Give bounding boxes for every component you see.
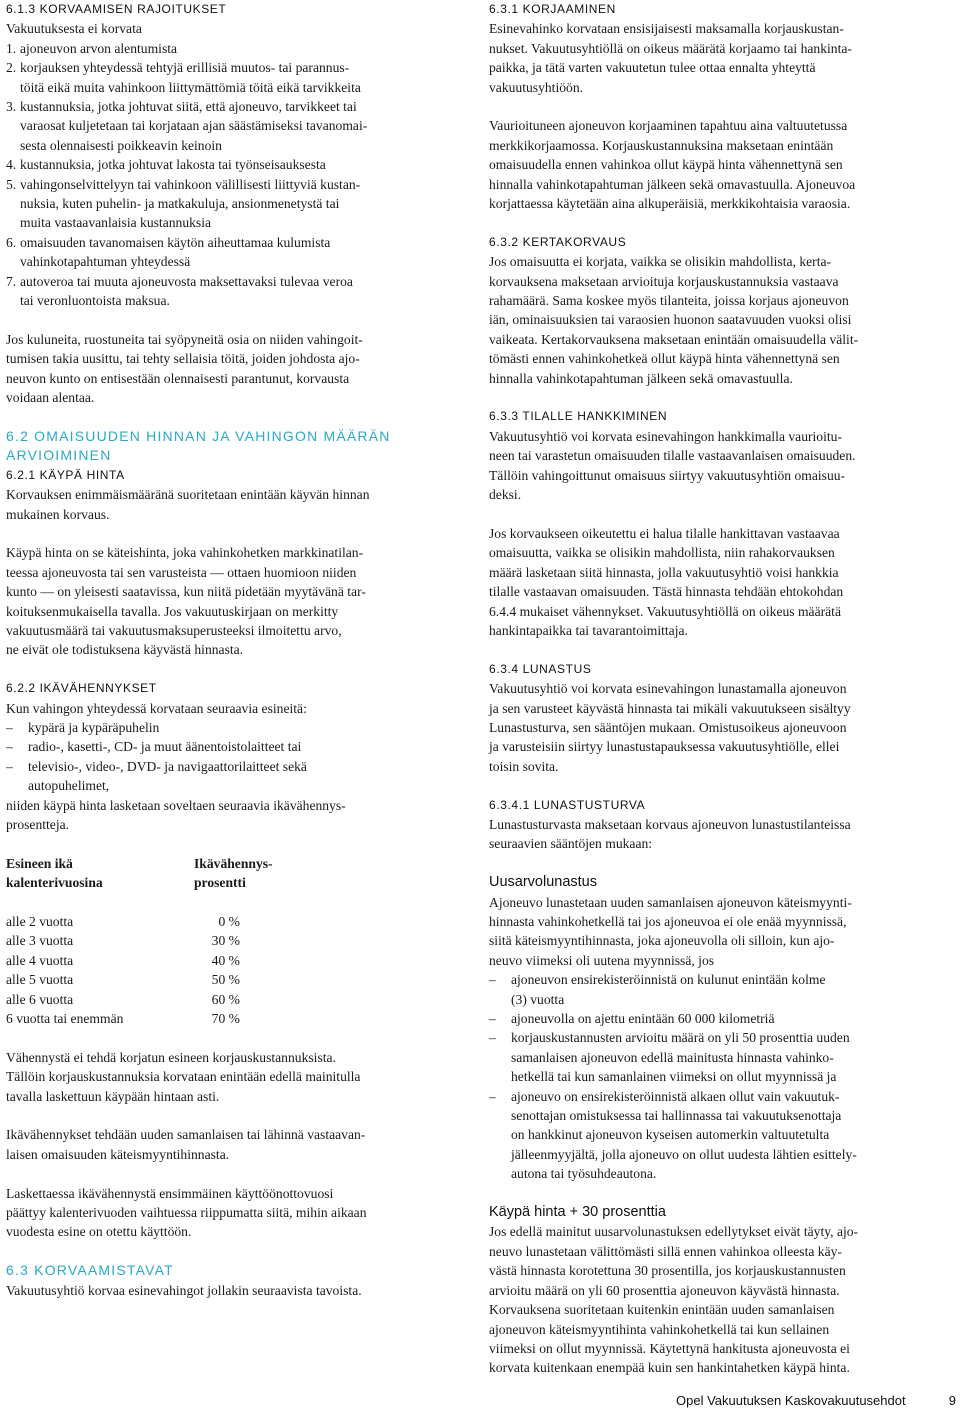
text-line: siitä käteismyyntihinnasta, joka ajoneuvolla oli silloin, kun ajo- (489, 933, 835, 949)
text-line: Tällöin korjauskustannuksia korvataan enintään edellä mainitulla (6, 1069, 361, 1085)
list-item (489, 1145, 931, 1164)
list-item-text: korjauskustannusten arvioitu määrä on yli 50 prosenttia uuden (511, 1030, 850, 1046)
list-item-text: muita vastaavanlaisia kustannuksia (20, 215, 212, 231)
table-body (6, 912, 446, 1028)
text-line: deksi. (489, 487, 522, 503)
text-line: tömästi ennen vahinkohetkeä ollut käypä hinta vähennettynä sen (489, 351, 840, 367)
list-item-text: nuksia, kuten puhelin- ja matkakuluja, ansionmenetystä tai (20, 196, 340, 212)
text-line: Korvauksena suoritetaan kuitenkin enintään uuden samanlaisen (489, 1302, 835, 1318)
list-item (6, 718, 446, 737)
section-heading-6-3-4-1: 6.3.4.1 LUNASTUSTURVA (489, 797, 646, 812)
text-line: tilalle vastaavan omaisuuden. Tästä hinnasta tehdään ehtokohdan (489, 584, 844, 600)
list-item-text: kustannuksia, jotka johtuvat siitä, että ajoneuvo, tarvikkeet tai (20, 99, 357, 115)
list-item (6, 136, 446, 155)
text-line: vaikeata. Kertakorvauksena maksetaan enintään omaisuudella välit- (489, 331, 859, 347)
text-line: ja varusteisiin siirtyy lunastustapauksessa vakuutusyhtiölle, ellei (489, 739, 840, 755)
text-line: vakuutusmäärä tai vakuutusmaksuperusteeksi ilmoitettu arvo, (6, 622, 342, 638)
paragraph (489, 252, 931, 388)
table-row (6, 931, 446, 950)
text-line: Korvauksen enimmäismääränä suoritetaan enintään käyvän hinnan (6, 487, 370, 503)
list-item (6, 737, 446, 756)
text-line: niiden käypä hinta lasketaan soveltaen seuraavia ikävähennys- (6, 797, 346, 813)
paragraph (489, 1222, 931, 1377)
list-number (6, 252, 20, 271)
age-cell: alle 3 vuotta (6, 933, 74, 949)
list-number (6, 78, 20, 97)
dash-bullet-icon: – (6, 719, 13, 735)
list-item (489, 1067, 931, 1086)
list-item (6, 233, 446, 252)
text-line: tavalla laskettuun käypään hintaan asti. (6, 1088, 220, 1104)
text-line: mukainen korvaus. (6, 506, 110, 522)
list-number: 6. (6, 234, 17, 250)
text-line: Esinevahinko korvataan ensisijaisesti maksamalla korjauskustan- (489, 21, 844, 37)
list-number: 5. (6, 176, 17, 192)
text-line: Jos korvaukseen oikeutettu ei halua tilalle hankittavan vastaavaa (489, 525, 840, 541)
text-line: koituksenmukaisella tavalla. Jos vakuutuskirjaan on merkitty (6, 603, 339, 619)
list-item (6, 175, 446, 194)
age-cell: alle 6 vuotta (6, 991, 74, 1007)
list-item-text: ajoneuvo on ensirekisteröinnistä alkaen ollut vain vakuutuk- (511, 1088, 840, 1104)
list-number: 4. (6, 157, 17, 173)
dash-bullet-icon (489, 1048, 511, 1067)
dash-list (489, 970, 931, 1183)
paragraph (489, 679, 931, 776)
age-deduction-table (6, 854, 446, 1029)
list-item (6, 116, 446, 135)
list-item (6, 272, 446, 291)
text-line: merkkikorjaamossa. Korjauskustannuksina maksetaan enintään (489, 137, 834, 153)
list-number (6, 136, 20, 155)
list-item-text: jälleenmyyjältä, jolla ajoneuvo on ollut uudesta lähtien esittely- (511, 1146, 857, 1162)
text-line: 6.4.4 mukaiset vähennykset. Vakuutusyhtiöllä on oikeus määrätä (489, 603, 841, 619)
dash-bullet-icon: – (489, 1011, 496, 1027)
list-item (489, 1048, 931, 1067)
list-item (6, 757, 446, 776)
text-line: määrä lasketaan siitä hinnasta, jolla vakuutusyhtiö voisi hankkia (489, 564, 839, 580)
text-line: hankintapaikka tai tavarantoimittaja. (489, 622, 688, 638)
text-line: Jos omaisuutta ei korjata, vaikka se olisikin mahdollista, kerta- (489, 254, 832, 270)
text-line: nukset. Vakuutusyhtiöllä on oikeus määrätä korjaamo tai hankinta- (489, 40, 852, 56)
section-heading-6-3-2: 6.3.2 KERTAKORVAUS (489, 234, 627, 249)
dash-bullet-icon (489, 1125, 511, 1144)
subheading-uusarvolunastus: Uusarvolunastus (489, 874, 597, 891)
percent-cell: 60 % (211, 991, 240, 1007)
list-item-text: autona tai työsuhdeautona. (511, 1166, 657, 1182)
paragraph (6, 543, 446, 659)
list-item (489, 1028, 931, 1047)
text-line: hinnasta vahinkohetkellä tai jos ajoneuvoa ei ole enää myynnissä, (489, 913, 847, 929)
list-item-text: on hankkinut ajoneuvon kyseisen automerkin valtuutetulta (511, 1127, 830, 1143)
dash-bullet-icon: – (6, 739, 13, 755)
list-item (6, 58, 446, 77)
list-item-text: senottajan omistuksessa tai hallinnassa tai vakuutuksenottaja (511, 1108, 842, 1124)
text-line: Ikävähennykset tehdään uuden samanlaisen tai lähinnä vastaavan- (6, 1127, 366, 1143)
footer-title: Opel Vakuutuksen Kaskovakuutusehdot (676, 1393, 906, 1408)
text-line: korjattaessa käytetään aina alkuperäisiä, merkkikohtaisia varaosia. (489, 196, 851, 212)
text-line: Laskettaessa ikävähennystä ensimmäinen käyttöönottovuosi (6, 1185, 334, 1201)
list-item-text: vahinkotapahtuman yhteydessä (20, 254, 191, 270)
text-line: prosentteja. (6, 817, 70, 832)
text-line: ajoneuvon käteismyyntihinta vahinkohetkellä tai kun sellainen (489, 1321, 830, 1337)
text-line: hinnalla vahinkotapahtuman jälkeen sekä omavastuulla. Ajoneuvoa (489, 176, 856, 192)
text-line: vakuutusyhtiöön. (489, 79, 584, 95)
text-line: hinnalla vahinkotapahtuman jälkeen sekä omavastuulla. (489, 370, 793, 386)
section-heading-6-2-1: 6.2.1 KÄYPÄ HINTA (6, 467, 125, 482)
list-item (489, 1009, 931, 1028)
age-cell: alle 2 vuotta (6, 914, 74, 929)
text-line: seuraavien sääntöjen mukaan: (489, 836, 653, 852)
numbered-list (6, 39, 446, 311)
list-number (6, 116, 20, 135)
list-item (6, 78, 446, 97)
text-line: Vähennystä ei tehdä korjatun esineen korjauskustannuksista. (6, 1049, 336, 1065)
text-line: Jos edellä mainitut uusarvolunastuksen edellytykset eivät täyty, ajo- (489, 1224, 859, 1240)
list-item-text: autopuhelimet, (28, 778, 110, 794)
text-line: laisen omaisuuden käteismyyntihinnasta. (6, 1146, 230, 1162)
percent-cell: 50 % (211, 972, 240, 988)
page-number: 9 (948, 1393, 956, 1408)
list-number: 7. (6, 273, 17, 289)
text-line: arvioitu määrä on yli 60 prosenttia ajoneuvon käyvästä hinnasta. (489, 1282, 840, 1298)
text-line: päättyy kalenterivuoden vaihtuessa riippumatta siitä, mihin aikaan (6, 1205, 367, 1221)
section-heading-6-3-3: 6.3.3 TILALLE HANKKIMINEN (489, 409, 668, 424)
subheading-kaypa-hinta: Käypä hinta + 30 prosenttia (489, 1204, 666, 1221)
list-item-text: ajoneuvon arvon alentumista (20, 40, 178, 56)
dash-bullet-icon: – (6, 758, 13, 774)
paragraph (6, 1125, 446, 1164)
paragraph (489, 893, 931, 971)
text-line: toisin sovita. (489, 758, 559, 774)
section-heading-6-1-3: 6.1.3 KORVAAMISEN RAJOITUKSET (6, 2, 227, 16)
table-header (6, 854, 446, 873)
section-text-6-3: Vakuutusyhtiö korvaa esinevahingot jollakin seuraavista tavoista. (6, 1282, 362, 1298)
text-line: Lunastusturva, sen sääntöjen mukaan. Omistusoikeus ajoneuvoon (489, 719, 847, 735)
section-heading-6-3-4: 6.3.4 LUNASTUS (489, 661, 592, 676)
section-heading-6-3: 6.3 KORVAAMISTAVAT (6, 1262, 174, 1279)
dash-bullet-icon: – (489, 1030, 496, 1046)
percent-cell: 70 % (211, 1011, 240, 1027)
text-line: Vakuutusyhtiö voi korvata esinevahingon lunastamalla ajoneuvon (489, 681, 847, 697)
section-heading-6-3-1: 6.3.1 KORJAAMINEN (489, 2, 616, 16)
dash-bullet-icon (489, 990, 511, 1009)
text-line: paikka, ja tätä varten vakuutetun tulee ottaa ennalta yhteyttä (489, 60, 816, 76)
age-cell: 6 vuotta tai enemmän (6, 1011, 124, 1027)
text-line: Tällöin vahingoittunut omaisuus siirtyy vakuutusyhtiön omaisuu- (489, 467, 846, 483)
list-item-text: ajoneuvolla on ajettu enintään 60 000 kilometriä (511, 1011, 775, 1027)
text-line: Ajoneuvo lunastetaan uuden samanlaisen ajoneuvon käteismyynti- (489, 894, 852, 910)
text-line: omaisuudella ennen vahinkoa ollut käypä hinta vähennettynä sen (489, 157, 843, 173)
list-item (489, 1164, 931, 1183)
dash-bullet-icon: – (489, 1088, 496, 1104)
paragraph (6, 330, 446, 408)
text-line: neuvon kunto on entisestään olennaisesti parantunut, korvausta (6, 370, 350, 386)
list-item-text: kypärä ja kypäräpuhelin (28, 719, 160, 735)
list-item-text: samanlaisen ajoneuvon edellä mainitusta hinnasta vahinko- (511, 1049, 834, 1065)
left-column (6, 0, 446, 1300)
text-line: neuvo viimeksi oli uutena myynnissä, jos (489, 952, 715, 968)
paragraph (489, 116, 931, 213)
text-line: korvata kuitenkaan enempää kuin sen hankintahetken käypä hinta. (489, 1360, 850, 1376)
text-line: teessa ajoneuvosta tai sen varusteista — ottaen huomioon niiden (6, 564, 357, 580)
text-line: tumisen takia uusittu, tai tehty sellaisia töitä, joiden johdosta ajo- (6, 351, 360, 367)
list-item-text: kustannuksia, jotka johtuvat lakosta tai työnseisauksesta (20, 157, 326, 173)
paragraph (6, 796, 446, 835)
list-item-text: omaisuuden tavanomaisen käytön aiheuttamaa kulumista (20, 234, 331, 250)
list-item (6, 155, 446, 174)
section-heading-6-2-line2: ARVIOIMINEN (6, 447, 112, 464)
list-item (489, 1125, 931, 1144)
list-number: 1. (6, 40, 17, 56)
list-number (6, 194, 20, 213)
table-header-col1: Esineen ikä (6, 855, 73, 871)
page-footer (676, 1393, 956, 1408)
text-line: ja sen varusteet käyvästä hinnasta tai mikäli vakuutukseen sisältyy (489, 700, 851, 716)
list-item (6, 213, 446, 232)
age-cell: alle 5 vuotta (6, 972, 74, 988)
percent-cell: 0 % (218, 914, 240, 929)
percent-cell: 40 % (211, 952, 240, 968)
list-item (6, 291, 446, 310)
list-number (6, 291, 20, 310)
paragraph (489, 815, 931, 854)
list-item-text: ajoneuvon ensirekisteröinnistä on kulunut enintään kolme (511, 972, 826, 988)
text-line: ne eivät ole todistuksena käyvästä hinnasta. (6, 642, 244, 658)
list-number: 3. (6, 99, 17, 115)
list-item-text: televisio-, video-, DVD- ja navigaattorilaitteet sekä (28, 758, 307, 774)
table-row (6, 951, 446, 970)
text-line: Vakuutusyhtiö voi korvata esinevahingon hankkimalla vaurioitu- (489, 428, 842, 444)
table-row (6, 912, 446, 931)
dash-bullet-icon (489, 1067, 511, 1086)
list-item-text: autoveroa tai muuta ajoneuvosta maksettavaksi tulevaa veroa (20, 273, 353, 289)
list-item (6, 252, 446, 271)
dash-bullet-icon (489, 1106, 511, 1125)
list-item (489, 1106, 931, 1125)
list-item (489, 990, 931, 1009)
dash-bullet-icon (489, 1164, 511, 1183)
paragraph (6, 1184, 446, 1242)
text-line: Käypä hinta on se käteishinta, joka vahinkohetken markkinatilan- (6, 545, 364, 561)
text-line: västä hinnasta korotettuna 30 prosentilla, jos korjauskustannusten (489, 1263, 846, 1279)
table-row (6, 1009, 446, 1028)
paragraph (6, 485, 446, 524)
list-item (6, 776, 446, 795)
text-line: Lunastusturvasta maksetaan korvaus ajoneuvon lunastustilanteissa (489, 816, 851, 832)
text-line: korvauksena maksetaan arvioituja korjauskustannuksia vastaava (489, 273, 839, 289)
text-line: Vaurioituneen ajoneuvon korjaaminen tapahtuu aina valtuutetussa (489, 118, 848, 134)
paragraph (489, 427, 931, 505)
list-item-text: vahingonselvittelyyn tai vahinkoon välillisesti liittyviä kustan- (20, 176, 361, 192)
section-heading-6-2-2: 6.2.2 IKÄVÄHENNYKSET (6, 681, 157, 696)
paragraph (6, 1048, 446, 1106)
text-line: voidaan alentaa. (6, 390, 95, 406)
list-number (6, 213, 20, 232)
dash-bullet-icon: – (489, 972, 496, 988)
text-line: neuvo lunastetaan välittömästi sillä ennen vahinkoa olleesta käy- (489, 1243, 842, 1259)
list-item (489, 1087, 931, 1106)
table-row (6, 970, 446, 989)
right-column (489, 0, 931, 1378)
list-item-text: korjauksen yhteydessä tehtyjä erillisiä muutos- tai parannus- (20, 60, 350, 76)
list-item-text: radio-, kasetti-, CD- ja muut äänentoistolaitteet tai (28, 739, 302, 755)
text-line: vuodesta esine on otettu käyttöön. (6, 1224, 192, 1240)
dash-list (6, 718, 446, 796)
paragraph (489, 19, 931, 97)
list-item-text: (3) vuotta (511, 991, 565, 1007)
percent-cell: 30 % (211, 933, 240, 949)
age-cell: alle 4 vuotta (6, 952, 74, 968)
text-line: neen tai varastetun omaisuuden tilalle vastaavanlaisen omaisuuden. (489, 448, 856, 464)
list-number: 2. (6, 60, 17, 76)
section-heading-6-2: 6.2 OMAISUUDEN HINNAN JA VAHINGON MÄÄRÄN (6, 427, 391, 444)
table-header-line2: kalenterivuosina prosentti (6, 875, 246, 891)
dash-bullet-icon (489, 1145, 511, 1164)
list-item-text: hetkellä tai kun samanlainen viimeksi on ollut myynnissä ja (511, 1069, 837, 1085)
list-item-text: töitä eikä muita vahinkoon liittymättömiä töitä eikä tarvikkeita (20, 79, 361, 95)
text-line: kunto — on yleisesti saatavissa, kun niitä pidetään myytävänä tar- (6, 584, 366, 600)
list-item (489, 970, 931, 989)
dash-bullet-icon (6, 776, 28, 795)
text-line: Jos kuluneita, ruostuneita tai syöpyneitä osia on niiden vahingoit- (6, 331, 363, 347)
intro-text: Kun vahingon yhteydessä korvataan seuraavia esineitä: (6, 700, 307, 716)
table-row (6, 990, 446, 1009)
text-line: iän, ominaisuuksien tai varaosien huonon saatavuuden vuoksi olisi (489, 312, 852, 328)
list-item-text: tai veronluontoista maksua. (20, 293, 170, 309)
list-item-text: sesta olennaisesti poikkeavin keinoin (20, 137, 222, 153)
text-line: viimeksi on ollut myynnissä. Käytettynä hankitusta ajoneuvosta ei (489, 1340, 850, 1356)
list-item-text: varaosat kuljetetaan tai korjataan ajan säästämiseksi tavanomai- (20, 118, 368, 134)
table-header-col2: Ikävähennys- (194, 855, 273, 871)
text-line: omaisuutta, vaikka se olisikin mahdollista, niin rahakorvauksen (489, 545, 835, 561)
list-item (6, 39, 446, 58)
list-item (6, 97, 446, 116)
list-item (6, 194, 446, 213)
text-line: rahamäärä. Sama koskee myös tilanteita, joissa korjaus ajoneuvon (489, 293, 849, 309)
intro-text: Vakuutuksesta ei korvata (6, 21, 142, 37)
paragraph (489, 524, 931, 640)
